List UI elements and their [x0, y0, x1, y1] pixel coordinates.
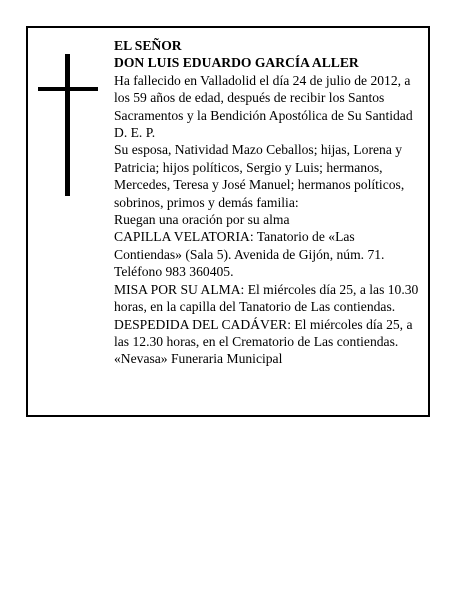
wake-details: CAPILLA VELATORIA: Tanatorio de «Las Contiendas» (Sala 5). Avenida de Gijón, núm. 71. Teléfono 983 360405.: [114, 229, 385, 280]
deceased-name: DON LUIS EDUARDO GARCÍA ALLER: [114, 55, 359, 71]
prayer-request: Ruegan una oración por su alma: [114, 212, 290, 228]
cross-horizontal-bar: [38, 87, 98, 91]
latin-cross-icon: [38, 54, 98, 196]
obituary-heading: EL SEÑOR: [114, 38, 182, 53]
funeral-home: «Nevasa» Funeraria Municipal: [114, 351, 283, 367]
mass-details: MISA POR SU ALMA: El miércoles día 25, a las 10.30 horas, en la capilla del Tanatorio de Las contiendas.: [114, 281, 419, 315]
family-list: Su esposa, Natividad Mazo Ceballos; hijas, Lorena y Patricia; hijos políticos, Sergio y Luis; hermanos, Mercedes, Teresa y José Manuel; hermanos políticos, sobrinos, primos y demás familia:: [114, 142, 405, 210]
farewell-details: DESPEDIDA DEL CADÁVER: El miércoles día 25, a las 12.30 horas, en el Crematorio de Las contiendas.: [114, 316, 413, 349]
cross-vertical-bar: [65, 54, 70, 196]
death-statement: Ha fallecido en Valladolid el día 24 de julio de 2012, a los 59 años de edad, después de recibir los Santos Sacramentos y la Bendición Apostólica de Su Santidad D. E. P.: [114, 72, 413, 141]
obituary-text: [114, 37, 420, 368]
